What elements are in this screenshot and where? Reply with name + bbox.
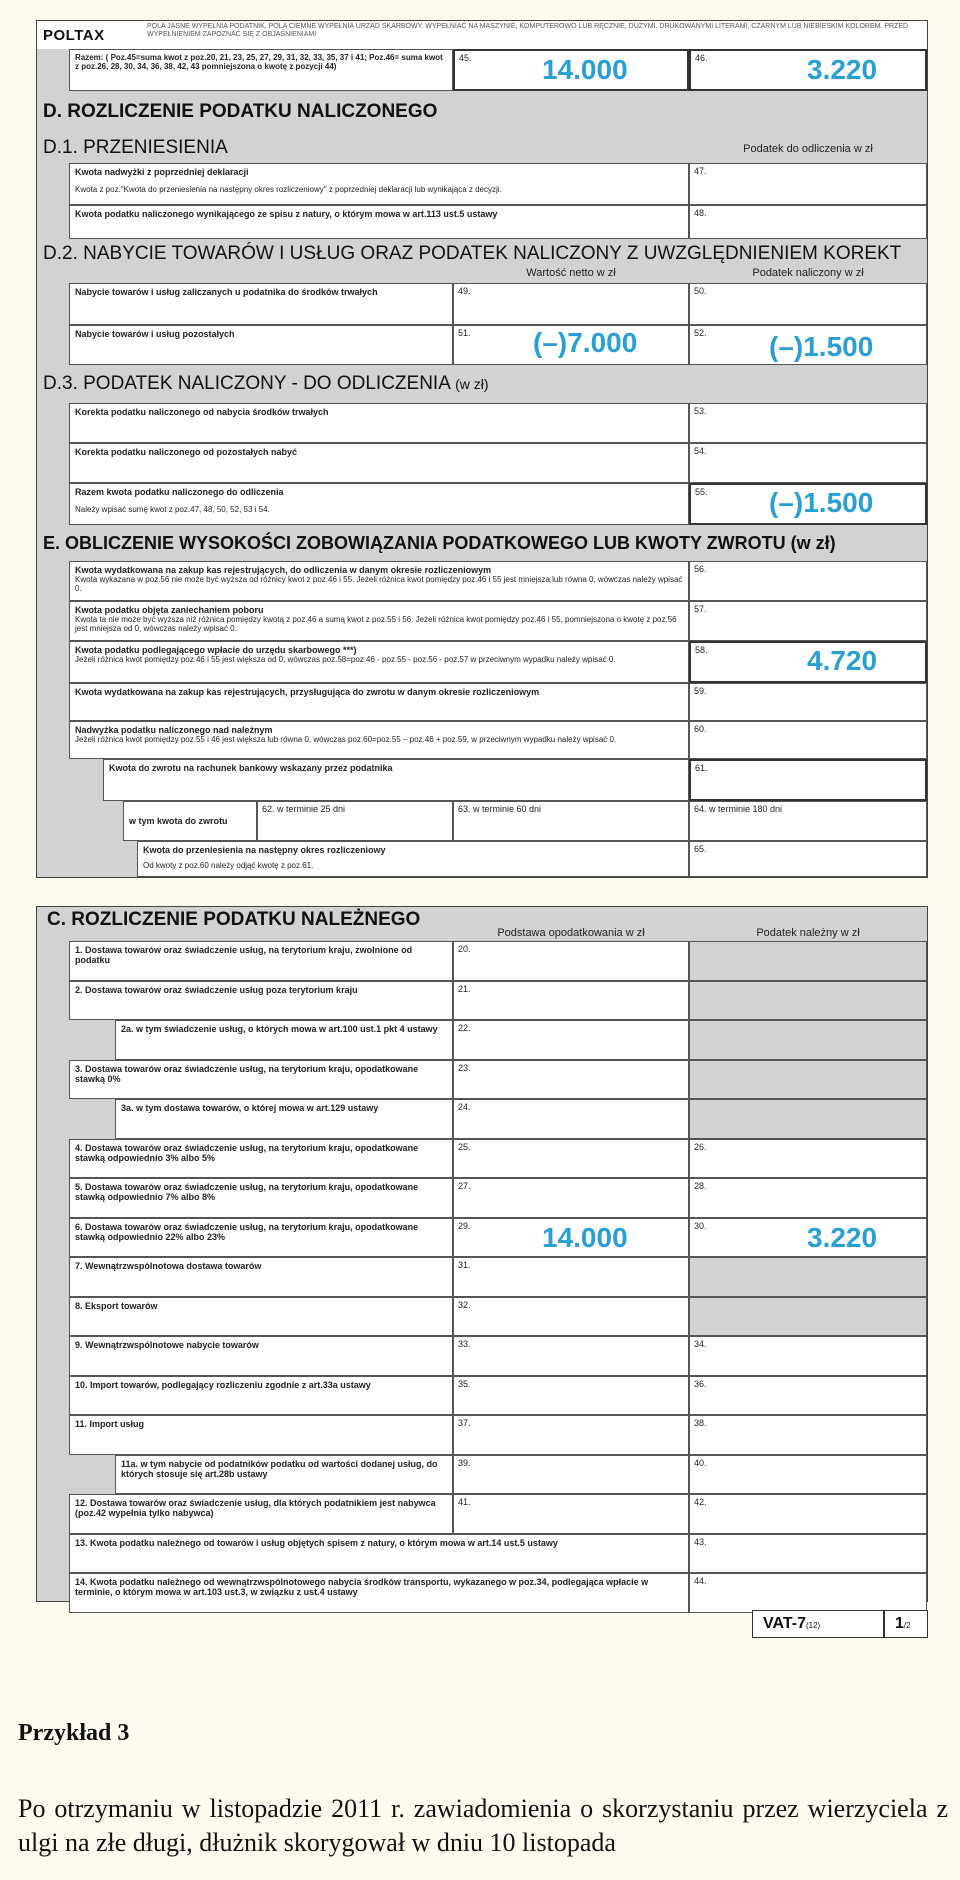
field-56[interactable]: 56. — [689, 561, 927, 601]
value-45: 14.000 — [542, 54, 628, 85]
page-number-tag: 1/2 — [884, 1610, 928, 1638]
form-brand: POLTAX — [43, 27, 105, 44]
c-field-base[interactable]: 37. — [453, 1415, 689, 1455]
d2-col-header-net: Wartość netto w zł — [526, 267, 616, 279]
c-field-base[interactable]: 39. — [453, 1455, 689, 1495]
c-field-tax[interactable]: 34. — [689, 1336, 927, 1376]
c-field-base[interactable]: 31. — [453, 1257, 689, 1297]
field-65[interactable]: 65. — [689, 841, 927, 877]
field-59[interactable]: 59. — [689, 683, 927, 721]
c-field-tax[interactable]: 26. — [689, 1139, 927, 1179]
c-field-base[interactable]: 27. — [453, 1178, 689, 1218]
c-field-tax[interactable]: 28. — [689, 1178, 927, 1218]
field-54[interactable]: 54. — [689, 443, 927, 483]
row-49-label: Nabycie towarów i usług zaliczanych u podatnika do środków trwałych — [69, 283, 453, 325]
value-51: (–)7.000 — [533, 327, 638, 358]
row-57-label: Kwota podatku objęta zaniechaniem poboru Kwota ta nie może być wyższa niż różnica pomiędzy kwotą z poz.46 a sumą kwot z poz.55 i 56. Jeżeli różnica kwot pomiędzy poz.46 i 55, pomniejszona o kwotę z poz.56 jest mniejsza od 0, wówczas należy wpisać 0. — [69, 601, 689, 641]
c-field-base[interactable]: 22. — [453, 1020, 689, 1060]
c-field-base[interactable]: 24. — [453, 1099, 689, 1139]
field-49[interactable]: 49. — [453, 283, 689, 325]
section-d1-title: D.1. PRZENIESIENIA — [43, 137, 228, 158]
row-58-label: Kwota podatku podlegającego wpłacie do urzędu skarbowego ***) Jeżeli różnica kwot pomiędzy poz.46 i 55 jest większa od 0, wówczas poz.58=poz.46 - poz.55 - poz.56 - poz.57 w przeciwnym wypadku należy wpisać 0. — [69, 641, 689, 683]
c-row-label: 1. Dostawa towarów oraz świadczenie usług, na terytorium kraju, zwolnione od podatku — [69, 941, 453, 981]
c-row-label: 8. Eksport towarów — [69, 1297, 453, 1337]
field-52[interactable]: 52. — [689, 325, 927, 365]
form-symbol-tag: VAT-7(12) — [752, 1610, 884, 1638]
field-57[interactable]: 57. — [689, 601, 927, 641]
example-paragraph: Po otrzymaniu w listopadzie 2011 r. zawiadomienia o skorzystaniu przez wierzyciela z ulgi na złe długi, dłużnik skorygował w dniu 10 listopada — [18, 1794, 948, 1857]
razem-label: Razem: ( Poz.45=suma kwot z poz.20, 21, 23, 25, 27, 29, 31, 32, 33, 35, 37 i 41; Poz.46= suma kwot z poz.26, 28, 30, 34, 36, 38, 42, 43 pomniejszona o kwotę z pozycji 44) — [69, 49, 453, 91]
c-field-tax[interactable]: 44. — [689, 1573, 927, 1613]
c-value-tax: 3.220 — [807, 1221, 878, 1253]
field-63[interactable]: 63. w terminie 60 dni — [453, 801, 689, 841]
row-53-label: Korekta podatku naliczonego od nabycia środków trwałych — [69, 403, 689, 443]
c-field-tax[interactable] — [689, 981, 927, 1021]
c-field-tax[interactable] — [689, 941, 927, 981]
c-field-base[interactable]: 29. — [453, 1218, 689, 1258]
c-row-label: 11a. w tym nabycie od podatników podatku od wartości dodanej usług, do których stosuje się art.28b ustawy — [115, 1455, 453, 1495]
c-field-base[interactable]: 20. — [453, 941, 689, 981]
c-field-tax[interactable]: 38. — [689, 1415, 927, 1455]
d1-column-header: Podatek do odliczenia w zł — [743, 143, 873, 155]
field-62[interactable]: 62. w terminie 25 dni — [257, 801, 453, 841]
c-field-tax[interactable]: 43. — [689, 1534, 927, 1574]
field-64[interactable]: 64. w terminie 180 dni — [689, 801, 927, 841]
field-53[interactable]: 53. — [689, 403, 927, 443]
field-48[interactable]: 48. — [689, 205, 927, 239]
c-row-label: 5. Dostawa towarów oraz świadczenie usług, na terytorium kraju, opodatkowane stawką odpowiednio 7% albo 8% — [69, 1178, 453, 1218]
c-field-base[interactable]: 25. — [453, 1139, 689, 1179]
row-65-label: Kwota do przeniesienia na następny okres rozliczeniowy Od kwoty z poz.60 należy odjąć kwotę z poz.61. — [137, 841, 689, 877]
form-header — [37, 21, 927, 49]
field-46[interactable]: 46. — [689, 49, 927, 91]
c-row-label: 14. Kwota podatku należnego od wewnątrzwspólnotowego nabycia środków transportu, wykazanego w poz.34, podlegająca wpłacie w terminie, o którym mowa w art.103 ust.3, w związku z ust.4 ustawy — [69, 1573, 689, 1613]
c-row-label: 2. Dostawa towarów oraz świadczenie usług poza terytorium kraju — [69, 981, 453, 1021]
c-row-label: 3. Dostawa towarów oraz świadczenie usług, na terytorium kraju, opodatkowane stawką 0% — [69, 1060, 453, 1100]
field-60[interactable]: 60. — [689, 721, 927, 759]
field-55[interactable]: 55. — [689, 483, 927, 525]
value-58: 4.720 — [807, 645, 878, 676]
c-field-base[interactable]: 23. — [453, 1060, 689, 1100]
row-59-label: Kwota wydatkowana na zakup kas rejestrujących, przysługująca do zwrotu w danym okresie rozliczeniowym — [69, 683, 689, 721]
field-50[interactable]: 50. — [689, 283, 927, 325]
c-field-base[interactable]: 33. — [453, 1336, 689, 1376]
row-55-label: Razem kwota podatku naliczonego do odliczenia Należy wpisać sumę kwot z poz.47, 48, 50, 52, 53 i 54. — [69, 483, 689, 525]
row-60-label: Nadwyżka podatku naliczonego nad należnym Jeżeli różnica kwot pomiędzy poz.55 i 46 jest większa lub równa 0, wówczas poz.60=poz.55 – poz.46 + poz.59, w przeciwnym wypadku należy wpisać 0. — [69, 721, 689, 759]
c-row-label: 2a. w tym świadczenie usług, o których mowa w art.100 ust.1 pkt 4 ustawy — [115, 1020, 453, 1060]
c-field-base[interactable]: 41. — [453, 1494, 689, 1534]
row-47-label: Kwota nadwyżki z poprzedniej deklaracji Kwota z poz."Kwota do przeniesienia na następny okres rozliczeniowy" z poprzedniej deklaracji lub wynikająca z decyzji. — [69, 163, 689, 205]
field-58[interactable]: 58. — [689, 641, 927, 683]
row-54-label: Korekta podatku naliczonego od pozostałych nabyć — [69, 443, 689, 483]
row-51-label: Nabycie towarów i usług pozostałych — [69, 325, 453, 365]
c-field-tax[interactable]: 42. — [689, 1494, 927, 1534]
c-field-tax[interactable] — [689, 1020, 927, 1060]
section-d3-title: D.3. PODATEK NALICZONY - DO ODLICZENIA (w zł) — [43, 373, 489, 394]
vat7-form-part-c — [36, 906, 928, 1602]
d2-col-header-tax: Podatek naliczony w zł — [752, 267, 864, 279]
row-62-label: w tym kwota do zwrotu — [123, 801, 257, 841]
section-d2-title: D.2. NABYCIE TOWARÓW I USŁUG ORAZ PODATEK NALICZONY Z UWZGLĘDNIENIEM KOREKT — [43, 243, 902, 264]
c-field-base[interactable]: 35. — [453, 1376, 689, 1416]
c-row-label: 13. Kwota podatku należnego od towarów i usług objętych spisem z natury, o którym mowa w art.14 ust.5 ustawy — [69, 1534, 689, 1574]
value-52: (–)1.500 — [769, 331, 874, 362]
vat7-form-part-d-e — [36, 20, 928, 878]
c-field-base[interactable]: 32. — [453, 1297, 689, 1337]
c-field-tax[interactable]: 40. — [689, 1455, 927, 1495]
c-row-label: 7. Wewnątrzwspólnotowa dostawa towarów — [69, 1257, 453, 1297]
form-instructions: POLA JASNE WYPEŁNIA PODATNIK, POLA CIEMNE WYPEŁNIA URZĄD SKARBOWY. WYPEŁNIAĆ NA MASZYNIE, KOMPUTEROWO LUB RĘCZNIE, DUŻYMI, DRUKOWANYMI LITERAMI, CZARNYM LUB NIEBIESKIM KOLOREM. PRZED WYPEŁNIENIEM ZAPOZNAĆ SIĘ Z OBJAŚNIENIAMI — [147, 23, 909, 38]
row-56-label: Kwota wydatkowana na zakup kas rejestrujących, do odliczenia w danym okresie rozliczeniowym Kwota wykazana w poz.56 nie może być wyższa od różnicy kwot z poz.46 i 55. Jeżeli różnica kwot pomiędzy poz.46 i 55 jest mniejsza lub równa 0, wówczas należy wpisać 0. — [69, 561, 689, 601]
c-col-header-tax: Podatek należny w zł — [756, 927, 860, 939]
c-row-label: 3a. w tym dostawa towarów, o której mowa w art.129 ustawy — [115, 1099, 453, 1139]
c-field-base[interactable]: 21. — [453, 981, 689, 1021]
c-field-tax[interactable] — [689, 1257, 927, 1297]
row-61-label: Kwota do zwrotu na rachunek bankowy wskazany przez podatnika — [103, 759, 689, 801]
c-row-label: 9. Wewnątrzwspólnotowe nabycie towarów — [69, 1336, 453, 1376]
field-45[interactable]: 45. — [453, 49, 689, 91]
value-55: (–)1.500 — [769, 487, 874, 518]
field-51[interactable]: 51. — [453, 325, 689, 365]
c-field-tax[interactable]: 36. — [689, 1376, 927, 1416]
field-47[interactable]: 47. — [689, 163, 927, 205]
c-value-base: 14.000 — [542, 1221, 628, 1253]
row-48-label: Kwota podatku naliczonego wynikającego ze spisu z natury, o którym mowa w art.113 ust.5 ustawy — [69, 205, 689, 239]
c-row-label: 4. Dostawa towarów oraz świadczenie usług, na terytorium kraju, opodatkowane stawką odpowiednio 3% albo 5% — [69, 1139, 453, 1179]
c-field-tax[interactable]: 30. — [689, 1218, 927, 1258]
value-46: 3.220 — [807, 54, 878, 85]
c-field-tax[interactable] — [689, 1060, 927, 1100]
c-field-tax[interactable] — [689, 1297, 927, 1337]
example-heading: Przykład 3 — [18, 1720, 130, 1746]
c-row-label: 11. Import usług — [69, 1415, 453, 1455]
c-row-label: 10. Import towarów, podlegający rozliczeniu zgodnie z art.33a ustawy — [69, 1376, 453, 1416]
c-col-header-base: Podstawa opodatkowania w zł — [497, 927, 645, 939]
c-row-label: 6. Dostawa towarów oraz świadczenie usług, na terytorium kraju, opodatkowane stawką odpowiednio 22% albo 23% — [69, 1218, 453, 1258]
section-e-title: E. OBLICZENIE WYSOKOŚCI ZOBOWIĄZANIA PODATKOWEGO LUB KWOTY ZWROTU (w zł) — [43, 533, 836, 553]
section-c-title: C. ROZLICZENIE PODATKU NALEŻNEGO — [47, 909, 421, 930]
field-61[interactable]: 61. — [689, 759, 927, 801]
c-field-tax[interactable] — [689, 1099, 927, 1139]
c-row-label: 12. Dostawa towarów oraz świadczenie usług, dla których podatnikiem jest nabywca (poz.42 wypełnia tylko nabywca) — [69, 1494, 453, 1534]
section-d-title: D. ROZLICZENIE PODATKU NALICZONEGO — [43, 101, 438, 122]
